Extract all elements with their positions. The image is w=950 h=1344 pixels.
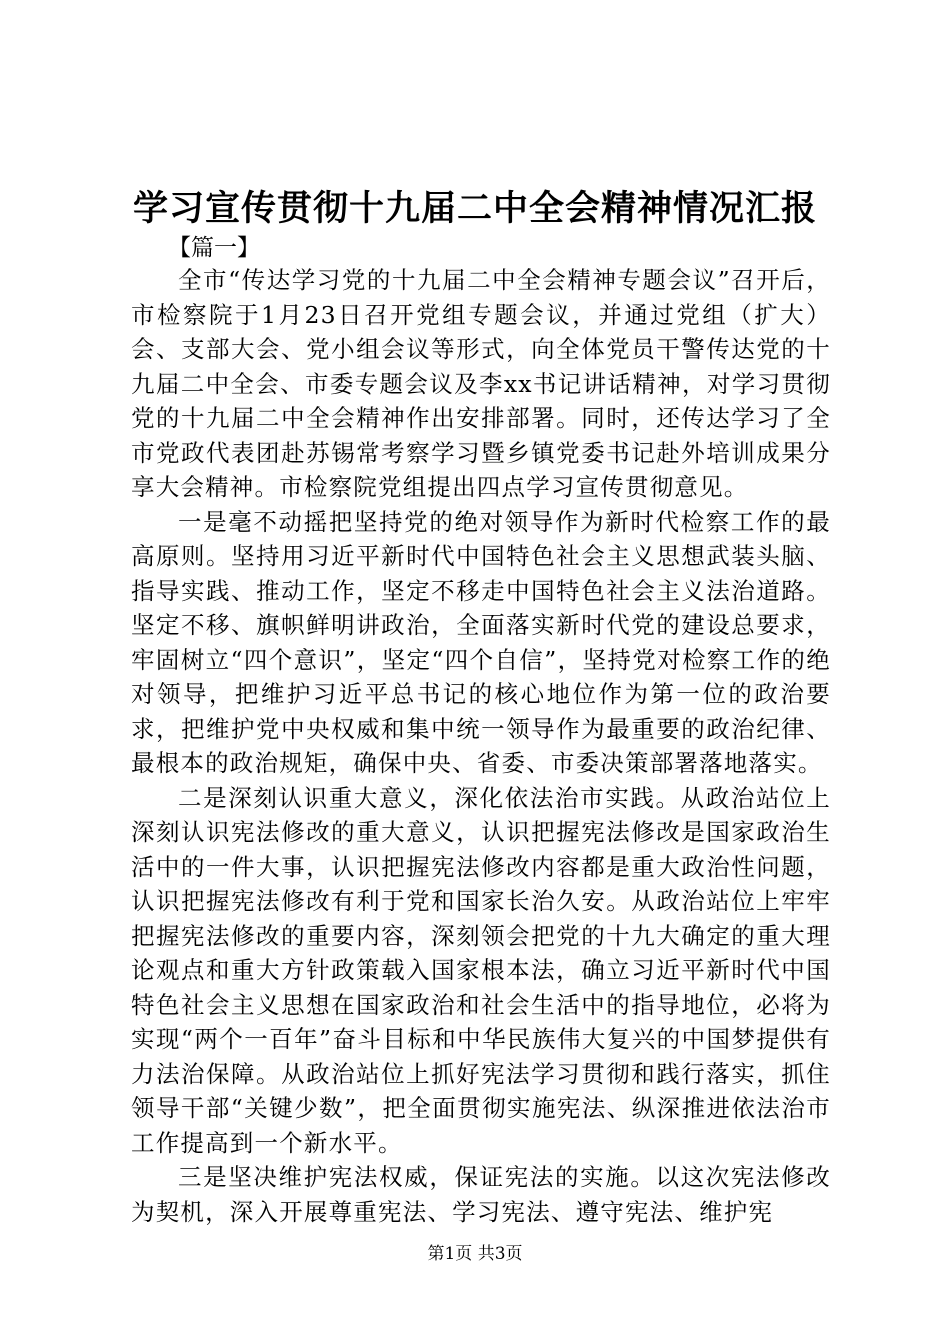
paragraph: 三是坚决维护宪法权威，保证宪法的实施。以这次宪法修改为契机，深入开展尊重宪法、学习宪法、遵守宪法、维护宪	[131, 1163, 831, 1226]
paragraph: 二是深刻认识重大意义，深化依法治市实践。从政治站位上深刻认识宪法修改的重大意义，认识把握宪法修改是国家政治生活中的一件大事，认识把握宪法修改内容都是重大政治性问题，认识把握宪法修改有利于党和国家长治久安。从政治站位上牢牢把握宪法修改的重要内容，深刻领会把党的十九大确定的重大理论观点和重大方针政策载入国家根本法，确立习近平新时代中国特色社会主义思想在国家政治和社会生活中的指导地位，必将为实现“两个一百年”奋斗目标和中华民族伟大复兴的中国梦提供有力法治保障。从政治站位上抓好宪法学习贯彻和践行落实，抓住领导干部“关键少数”，把全面贯彻实施宪法、纵深推进依法治市工作提高到一个新水平。	[131, 783, 831, 1157]
page-footer: 第1页 共3页	[427, 1244, 523, 1264]
document-body	[131, 263, 831, 1229]
paragraph: 全市“传达学习党的十九届二中全会精神专题会议”召开后，市检察院于1月23日召开党组专题会议，并通过党组（扩大）会、支部大会、党小组会议等形式，向全体党员干警传达党的十九届二中全会、市委专题会议及李xx书记讲话精神，对学习贯彻党的十九届二中全会精神作出安排部署。同时，还传达学习了全市党政代表团赴苏锡常考察学习暨乡镇党委书记赴外培训成果分享大会精神。市检察院党组提出四点学习宣传贯彻意见。	[131, 266, 831, 501]
section-label: 【篇一】	[168, 235, 260, 261]
paragraph: 一是毫不动摇把坚持党的绝对领导作为新时代检察工作的最高原则。坚持用习近平新时代中国特色社会主义思想武装头脑、指导实践、推动工作，坚定不移走中国特色社会主义法治道路。坚定不移、旗帜鲜明讲政治，全面落实新时代党的建设总要求，牢固树立“四个意识”，坚定“四个自信”，坚持党对检察工作的绝对领导，把维护习近平总书记的核心地位作为第一位的政治要求，把维护党中央权威和集中统一领导作为最重要的政治纪律、最根本的政治规矩，确保中央、省委、市委决策部署落地落实。	[131, 507, 831, 777]
document-title: 学习宣传贯彻十九届二中全会精神情况汇报	[132, 188, 817, 229]
